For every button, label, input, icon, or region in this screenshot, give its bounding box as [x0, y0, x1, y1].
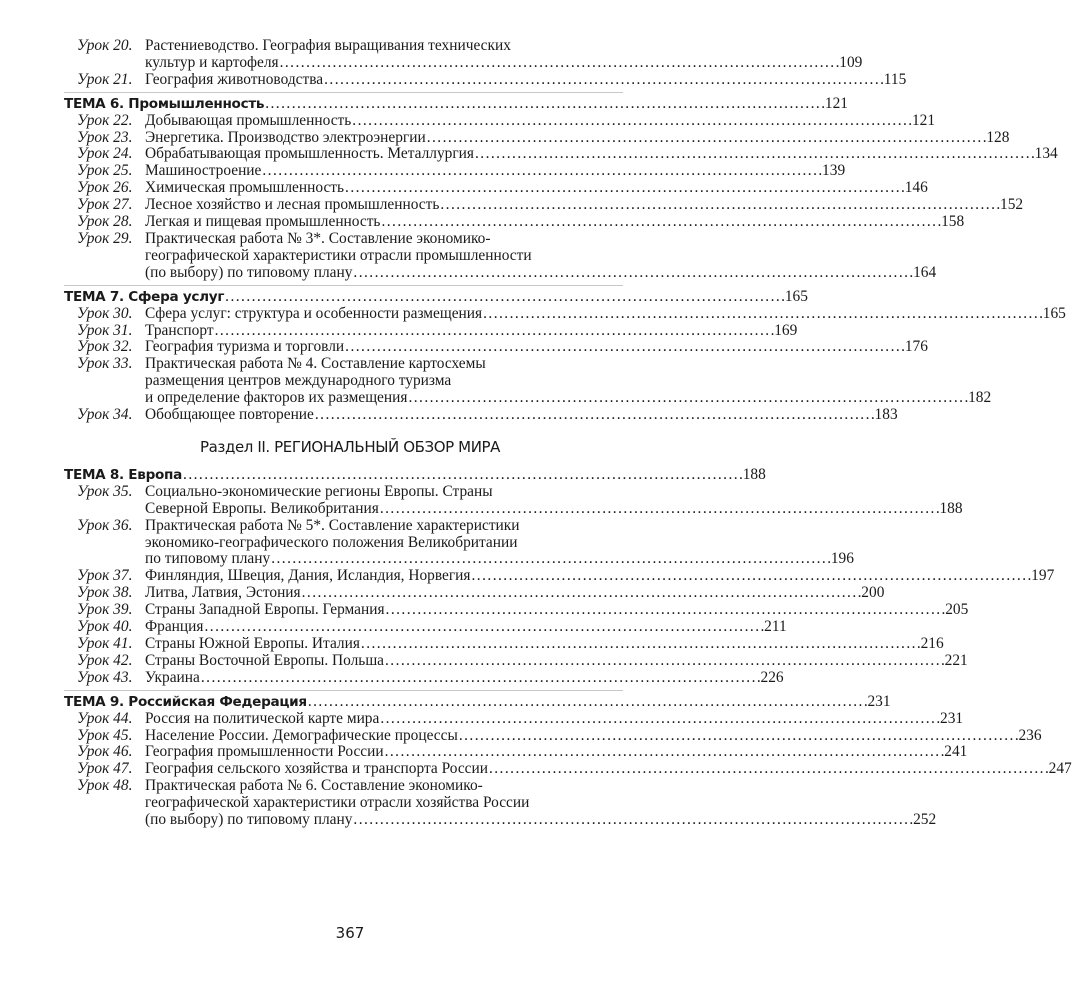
lesson-title-line: Страны Западной Европы. Германия [145, 601, 385, 619]
page-ref: 165 [1042, 304, 1066, 322]
lesson-title-line: География промышленности России [145, 743, 384, 761]
toc-line [64, 94, 848, 113]
toc-line [145, 323, 797, 340]
lesson-number: Урок 31. [77, 321, 133, 339]
toc-line [145, 761, 1072, 778]
toc-lesson-entry[interactable] [77, 321, 798, 340]
lesson-number: Урок 38. [77, 584, 133, 602]
toc-line [145, 180, 928, 197]
toc-lesson-entry[interactable] [77, 601, 969, 619]
page-ref: 205 [945, 601, 969, 619]
page-ref: 139 [822, 162, 846, 180]
dot-leader [262, 163, 821, 180]
lesson-title-line: Франция [145, 618, 204, 636]
lesson-number: Урок 28. [77, 213, 133, 231]
page-ref: 226 [760, 668, 784, 686]
toc-lesson-entry[interactable] [77, 516, 854, 569]
dot-leader [385, 653, 944, 670]
toc-theme-entry[interactable] [64, 690, 891, 711]
toc-line [145, 812, 936, 829]
page-number: 367 [335, 924, 365, 942]
lesson-title [145, 670, 784, 687]
lesson-title-line: (по выбору) по типовому плану [145, 811, 353, 829]
lesson-title [145, 619, 787, 636]
dot-leader [271, 551, 830, 568]
toc-lesson-entry[interactable] [77, 777, 937, 829]
toc-lesson-entry[interactable] [77, 355, 992, 407]
lesson-number: Урок 23. [77, 128, 133, 146]
dot-leader [345, 180, 904, 197]
dot-leader [459, 728, 1018, 745]
toc-lesson-entry[interactable] [77, 726, 1042, 745]
toc-line [145, 636, 944, 653]
toc-theme-entry[interactable] [64, 464, 766, 484]
page-ref: 188 [939, 499, 963, 517]
lesson-number: Урок 30. [77, 304, 133, 322]
page-ref: 146 [904, 179, 928, 197]
lesson-number: Урок 37. [77, 567, 133, 585]
toc-lesson-entry[interactable] [77, 111, 936, 130]
page-ref: 134 [1034, 145, 1058, 163]
lesson-title-line: Финляндия, Швеция, Дания, Исландия, Норвегия [145, 567, 471, 585]
lesson-number: Урок 41. [77, 635, 133, 652]
page-ref: 164 [913, 263, 937, 281]
page-ref: 211 [764, 618, 787, 636]
lesson-title-line: География туризма и торговли [145, 338, 345, 356]
dot-leader [386, 602, 945, 619]
toc-lesson-entry[interactable] [77, 651, 968, 670]
dot-leader [352, 113, 911, 130]
lesson-number: Урок 46. [77, 743, 133, 761]
toc-line [64, 465, 766, 484]
lesson-title-line: Транспорт [145, 321, 214, 339]
lesson-number: Урок 45. [77, 726, 133, 744]
page-ref: 200 [861, 584, 885, 602]
lesson-title [145, 197, 1023, 214]
dot-leader [353, 265, 912, 282]
toc-lesson-entry[interactable] [77, 760, 1072, 778]
lesson-title-line: География сельского хозяйства и транспорта России [145, 760, 488, 778]
lesson-title-line: Обобщающее повторение [145, 406, 314, 424]
lesson-title-line: размещения центров международного туризма [145, 372, 452, 390]
lesson-title [145, 778, 936, 829]
toc-lesson-entry[interactable] [77, 406, 898, 424]
toc-lesson-entry[interactable] [77, 213, 965, 231]
lesson-number: Урок 48. [77, 777, 133, 795]
lesson-title-line: экономико-географического положения Великобритании [145, 533, 518, 551]
lesson-title-line: и определение факторов их размещения [145, 389, 408, 407]
toc-line [145, 619, 787, 636]
page-ref: 183 [874, 406, 898, 424]
toc-lesson-entry[interactable] [77, 128, 1010, 147]
dot-leader [204, 619, 763, 636]
toc-lesson-entry[interactable] [77, 179, 928, 197]
lesson-title [145, 356, 991, 407]
lesson-number: Урок 26. [77, 179, 133, 197]
dot-leader [345, 339, 904, 356]
dot-leader [483, 306, 1042, 323]
lesson-title-line: Сфера услуг: структура и особенности размещения [145, 304, 483, 322]
page-ref: 158 [941, 213, 965, 231]
page-ref: 109 [839, 53, 863, 71]
toc-line [145, 146, 1058, 163]
toc-lesson-entry[interactable] [77, 70, 907, 89]
lesson-number: Урок 44. [77, 709, 133, 727]
lesson-title-line: Социально-экономические регионы Европы. Страны [145, 482, 493, 500]
toc-line [145, 163, 845, 180]
toc-lesson-entry[interactable] [77, 196, 1024, 214]
toc-line [145, 72, 906, 89]
lesson-title [145, 163, 845, 180]
lesson-title-line: Практическая работа № 3*. Составление экономико- [145, 229, 491, 247]
toc-line [64, 287, 808, 306]
dot-leader [201, 670, 760, 687]
page-ref: 216 [920, 635, 944, 652]
toc-lesson-entry[interactable] [77, 618, 787, 636]
lesson-title [145, 711, 963, 728]
lesson-title-line: Страны Южной Европы. Италия [145, 635, 360, 652]
toc-line [145, 568, 1054, 585]
page-ref: 196 [830, 550, 854, 568]
lesson-title [145, 518, 854, 569]
toc-line [145, 501, 963, 518]
table-of-contents [64, 37, 1072, 829]
dot-leader [475, 146, 1034, 163]
toc-line [145, 214, 964, 231]
page-ref: 241 [944, 743, 968, 761]
toc-theme-entry[interactable] [64, 285, 808, 306]
theme-title: ТЕМА 9. Российская Федерация [64, 693, 307, 710]
dot-leader [302, 585, 861, 602]
lesson-title [145, 407, 898, 424]
page-ref: 252 [913, 811, 937, 829]
lesson-title [145, 339, 928, 356]
toc-lesson-entry[interactable] [77, 145, 1058, 163]
lesson-title-line: География животноводства [145, 70, 324, 88]
lesson-title-line: Химическая промышленность [145, 179, 345, 197]
lesson-title [145, 653, 968, 670]
lesson-title-line: культур и картофеля [145, 53, 279, 71]
lesson-title-line: Обрабатывающая промышленность. Металлургия [145, 145, 474, 163]
page-ref: 221 [944, 651, 968, 669]
toc-line [145, 339, 928, 356]
page-ref: 176 [904, 338, 928, 356]
toc-lesson-entry[interactable] [77, 304, 1066, 323]
lesson-title [145, 113, 935, 130]
toc-line [145, 55, 862, 72]
toc-theme-entry[interactable] [64, 92, 848, 113]
dot-leader [308, 694, 867, 711]
toc-lesson-entry[interactable] [77, 584, 885, 602]
dot-leader [427, 130, 986, 147]
dot-leader [324, 72, 883, 89]
lesson-title-line: Практическая работа № 6. Составление экономико- [145, 777, 483, 795]
lesson-title-line: Лесное хозяйство и лесная промышленность [145, 196, 440, 214]
dot-leader [183, 467, 742, 484]
toc-line [145, 306, 1066, 323]
dot-leader [225, 289, 784, 306]
toc-line [145, 728, 1042, 745]
lesson-title-line: Украина [145, 668, 200, 686]
lesson-number: Урок 33. [77, 355, 133, 373]
lesson-title [145, 484, 963, 518]
lesson-number: Урок 29. [77, 229, 133, 247]
toc-line [145, 197, 1023, 214]
lesson-title-line: географической характеристики отрасли хозяйства России [145, 794, 530, 812]
toc-line [145, 585, 884, 602]
dot-leader [380, 711, 939, 728]
lesson-title-line: Литва, Латвия, Эстония [145, 584, 301, 602]
lesson-title-line: Практическая работа № 4. Составление картосхемы [145, 355, 486, 373]
lesson-title [145, 602, 968, 619]
lesson-title [145, 72, 906, 89]
lesson-title-line: Машиностроение [145, 162, 262, 180]
lesson-title-line: Практическая работа № 5*. Составление характеристики [145, 516, 520, 534]
page-ref: 115 [883, 70, 907, 88]
page-ref: 188 [742, 465, 766, 483]
lesson-title [145, 214, 964, 231]
toc-line [145, 670, 784, 687]
toc-line [64, 692, 891, 711]
lesson-title-line: Население России. Демографические процессы [145, 726, 458, 744]
lesson-title-line: (по выбору) по типовому плану [145, 263, 353, 281]
lesson-number: Урок 32. [77, 338, 133, 356]
dot-leader [381, 214, 940, 231]
dot-leader [361, 636, 920, 653]
lesson-number: Урок 42. [77, 651, 133, 669]
page-ref: 152 [1000, 196, 1024, 214]
page-ref: 236 [1018, 726, 1042, 744]
toc-line [145, 602, 968, 619]
toc-lesson-entry[interactable] [77, 567, 1055, 585]
toc-line [145, 130, 1009, 147]
toc-lesson-entry[interactable] [77, 709, 964, 728]
lesson-number: Урок 21. [77, 70, 133, 88]
dot-leader [380, 501, 939, 518]
lesson-number: Урок 27. [77, 196, 133, 214]
page-ref: 231 [867, 692, 891, 710]
dot-leader [215, 323, 774, 340]
dot-leader [315, 407, 874, 424]
lesson-number: Урок 24. [77, 145, 133, 163]
dot-leader [472, 568, 1031, 585]
lesson-number: Урок 22. [77, 111, 133, 129]
dot-leader [280, 55, 839, 72]
lesson-title-line: Энергетика. Производство электроэнергии [145, 128, 426, 146]
page-ref: 121 [824, 94, 848, 112]
lesson-title [145, 744, 967, 761]
lesson-title [145, 38, 862, 72]
lesson-title [145, 728, 1042, 745]
lesson-number: Урок 35. [77, 482, 133, 500]
lesson-number: Урок 40. [77, 618, 133, 636]
lesson-title [145, 761, 1072, 778]
lesson-number: Урок 39. [77, 601, 133, 619]
page-ref: 247 [1048, 760, 1072, 778]
dot-leader [265, 96, 824, 113]
page-ref: 169 [774, 321, 798, 339]
theme-title: ТЕМА 6. Промышленность [64, 95, 265, 112]
toc-line [145, 390, 991, 407]
lesson-title-line: Северной Европы. Великобритания [145, 499, 379, 517]
lesson-number: Урок 43. [77, 668, 133, 686]
lesson-title-line: Растениеводство. География выращивания технических [145, 37, 511, 54]
toc-line [145, 653, 968, 670]
lesson-title-line: Добывающая промышленность [145, 111, 352, 129]
toc-line [145, 744, 967, 761]
lesson-title [145, 180, 928, 197]
toc-line [145, 407, 898, 424]
toc-lesson-entry[interactable] [77, 229, 937, 282]
lesson-title-line: по типовому плану [145, 550, 271, 568]
toc-line [145, 265, 936, 282]
lesson-number: Урок 34. [77, 406, 133, 424]
dot-leader [440, 197, 999, 214]
lesson-number: Урок 20. [77, 37, 133, 54]
lesson-title [145, 323, 797, 340]
toc-line [145, 113, 935, 130]
page-ref: 182 [968, 389, 992, 407]
toc-line [145, 711, 963, 728]
section-heading: Раздел II. РЕГИОНАЛЬНЫЙ ОБЗОР МИРА [199, 437, 501, 456]
page-ref: 121 [911, 111, 936, 129]
lesson-title [145, 585, 884, 602]
lesson-number: Урок 25. [77, 162, 133, 180]
lesson-number: Урок 36. [77, 516, 133, 534]
page-ref: 231 [940, 709, 964, 727]
toc-lesson-entry[interactable] [77, 37, 863, 72]
dot-leader [353, 812, 912, 829]
theme-title: ТЕМА 8. Европа [64, 466, 183, 483]
toc-lesson-entry[interactable] [77, 635, 944, 653]
toc-lesson-entry[interactable] [77, 162, 846, 180]
lesson-number: Урок 47. [77, 760, 133, 778]
lesson-title [145, 636, 944, 653]
lesson-title-line: географической характеристики отрасли промышленности [145, 246, 532, 264]
lesson-title [145, 306, 1066, 323]
lesson-title [145, 130, 1009, 147]
theme-title: ТЕМА 7. Сфера услуг [64, 288, 225, 305]
lesson-title-line: Легкая и пищевая промышленность [145, 213, 381, 231]
toc-lesson-entry[interactable] [77, 482, 963, 518]
dot-leader [489, 761, 1048, 778]
toc-lesson-entry[interactable] [77, 743, 968, 761]
lesson-title [145, 568, 1054, 585]
lesson-title-line: Страны Восточной Европы. Польша [145, 651, 384, 669]
lesson-title-line: Россия на политической карте мира [145, 709, 380, 727]
page-ref: 197 [1031, 567, 1055, 585]
dot-leader [408, 390, 967, 407]
toc-lesson-entry[interactable] [77, 668, 784, 687]
toc-lesson-entry[interactable] [77, 338, 928, 356]
lesson-title [145, 231, 936, 282]
page-ref: 128 [986, 128, 1010, 146]
page-ref: 165 [784, 287, 808, 305]
dot-leader [385, 744, 944, 761]
lesson-title [145, 146, 1058, 163]
toc-line [145, 551, 854, 568]
